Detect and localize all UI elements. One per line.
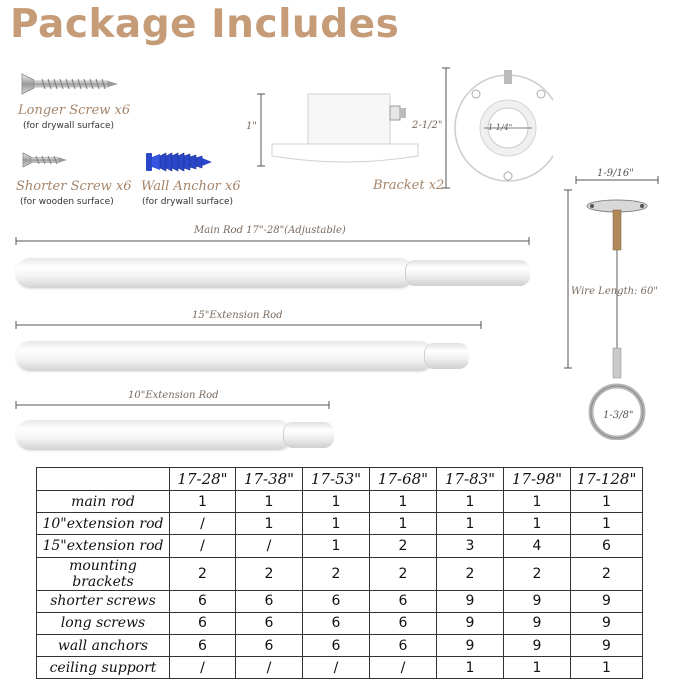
row-label: ceiling support	[37, 657, 170, 679]
table-cell: 9	[437, 634, 504, 656]
table-cell: 6	[370, 612, 437, 634]
ext15-rod	[16, 341, 434, 371]
table-cell: 4	[504, 535, 571, 557]
main-rod-inner	[405, 260, 530, 286]
table-cell: 9	[437, 612, 504, 634]
ceiling-top-width-label: 1-9/16"	[597, 168, 634, 179]
main-rod-outer	[16, 258, 414, 288]
table-cell: 9	[571, 590, 643, 612]
table-cell: /	[170, 657, 236, 679]
table-cell: /	[170, 535, 236, 557]
table-cell: 2	[370, 557, 437, 590]
table-cell: 1	[303, 513, 370, 535]
table-cell: 1	[437, 491, 504, 513]
table-header-row	[37, 468, 643, 491]
page-title: Package Includes	[10, 2, 400, 47]
bracket-width-label: 2-1/2"	[412, 120, 443, 131]
table-cell: 3	[437, 535, 504, 557]
ext15-rod-end	[424, 343, 469, 369]
table-cell: 1	[303, 491, 370, 513]
column-header: 17-83"	[437, 468, 504, 491]
table-cell: /	[236, 535, 303, 557]
table-cell: 6	[236, 634, 303, 656]
table-cell: 2	[437, 557, 504, 590]
table-cell: 2	[370, 535, 437, 557]
column-header: 17-28"	[170, 468, 236, 491]
row-label: 15"extension rod	[37, 535, 170, 557]
table-cell: 6	[170, 590, 236, 612]
table-row	[37, 513, 643, 535]
table-row	[37, 491, 643, 513]
table-cell: /	[303, 657, 370, 679]
table-row	[37, 590, 643, 612]
table-cell: 9	[571, 612, 643, 634]
column-header: 17-53"	[303, 468, 370, 491]
table-corner-cell	[37, 468, 170, 491]
table-cell: 6	[303, 612, 370, 634]
table-cell: 6	[236, 590, 303, 612]
shorter-screw-note: (for wooden surface)	[20, 197, 114, 207]
table-cell: 1	[170, 491, 236, 513]
main-rod-dimension	[14, 236, 534, 246]
bracket-inner-label: 1-1/4"	[488, 123, 513, 132]
table-cell: /	[170, 513, 236, 535]
table-row	[37, 557, 643, 590]
table-cell: 9	[504, 634, 571, 656]
table-cell: 1	[504, 491, 571, 513]
row-label: wall anchors	[37, 634, 170, 656]
shorter-screw-label: Shorter Screw x6	[16, 179, 132, 194]
ring-size-label: 1-3/8"	[603, 410, 634, 421]
table-cell: 6	[370, 634, 437, 656]
shorter-screw-icon	[22, 152, 68, 168]
table-cell: 6	[571, 535, 643, 557]
ext15-label: 15"Extension Rod	[192, 310, 283, 321]
main-rod-label: Main Rod 17"-28"(Adjustable)	[194, 225, 346, 236]
table-cell: 2	[303, 557, 370, 590]
longer-screw-note: (for drywall surface)	[23, 121, 114, 131]
bracket-label: Bracket x2	[373, 178, 445, 193]
table-cell: 6	[170, 634, 236, 656]
table-cell: 6	[303, 634, 370, 656]
table-cell: 1	[571, 657, 643, 679]
column-header: 17-38"	[236, 468, 303, 491]
bracket-height-label: 1"	[246, 121, 257, 132]
table-cell: 9	[504, 590, 571, 612]
table-row	[37, 657, 643, 679]
table-cell: 1	[571, 513, 643, 535]
table-cell: 2	[571, 557, 643, 590]
table-cell: /	[236, 657, 303, 679]
bracket-side-icon	[248, 86, 428, 176]
row-label: main rod	[37, 491, 170, 513]
table-cell: 1	[303, 535, 370, 557]
table-cell: 9	[571, 634, 643, 656]
table-row	[37, 634, 643, 656]
ext10-rod-end	[283, 422, 334, 448]
wall-anchor-note: (for drywall surface)	[142, 197, 233, 207]
column-header: 17-128"	[571, 468, 643, 491]
column-header: 17-68"	[370, 468, 437, 491]
ext10-dimension	[14, 400, 334, 410]
table-cell: 1	[236, 513, 303, 535]
table-cell: 1	[437, 657, 504, 679]
table-cell: 9	[437, 590, 504, 612]
table-cell: 1	[571, 491, 643, 513]
column-header: 17-98"	[504, 468, 571, 491]
spec-table	[36, 467, 643, 679]
row-label: shorter screws	[37, 590, 170, 612]
table-row	[37, 612, 643, 634]
table-cell: 6	[236, 612, 303, 634]
row-label: mounting brackets	[37, 557, 170, 590]
table-cell: 9	[504, 612, 571, 634]
longer-screw-label: Longer Screw x6	[18, 103, 131, 118]
ext10-rod	[16, 420, 292, 450]
ext15-dimension	[14, 320, 486, 330]
table-cell: 1	[437, 513, 504, 535]
table-row	[37, 535, 643, 557]
table-cell: 2	[504, 557, 571, 590]
ceiling-support-icon	[562, 168, 672, 440]
wall-anchor-label: Wall Anchor x6	[141, 179, 241, 194]
table-cell: 1	[370, 491, 437, 513]
table-cell: 1	[504, 657, 571, 679]
table-cell: 6	[370, 590, 437, 612]
table-cell: 2	[170, 557, 236, 590]
ext10-label: 10"Extension Rod	[128, 390, 219, 401]
wire-length-label: Wire Length: 60"	[571, 286, 658, 297]
table-cell: 6	[170, 612, 236, 634]
row-label: long screws	[37, 612, 170, 634]
table-cell: 1	[236, 491, 303, 513]
table-cell: /	[370, 657, 437, 679]
table-cell: 2	[236, 557, 303, 590]
longer-screw-icon	[20, 72, 120, 96]
table-cell: 1	[504, 513, 571, 535]
table-cell: 1	[370, 513, 437, 535]
wall-anchor-icon	[146, 150, 216, 174]
table-cell: 6	[303, 590, 370, 612]
row-label: 10"extension rod	[37, 513, 170, 535]
